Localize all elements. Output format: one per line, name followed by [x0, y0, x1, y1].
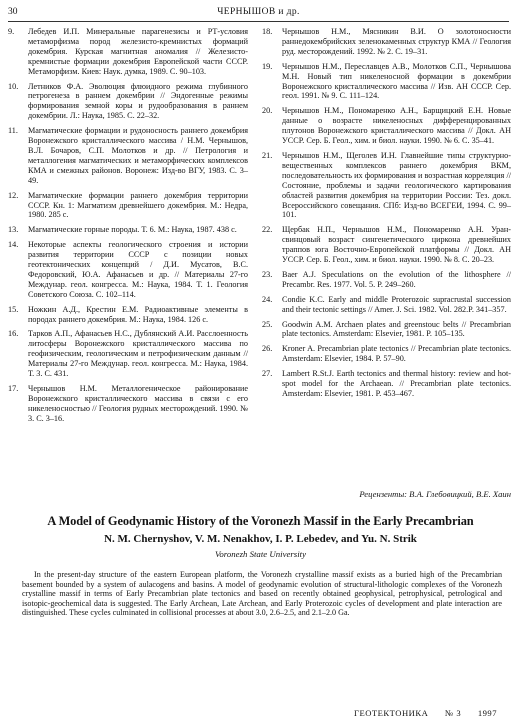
abstract-affiliation: Voronezh State University — [214, 549, 307, 559]
reference-number: 12. — [8, 190, 19, 200]
reference-item — [262, 27, 511, 57]
abstract-text: In the present-day structure of the eastern European platform, the Voronezh crystalline massif exists as a buried high of the Precambrian basement bounded by a system of aulacogens and basins. A model of geodynamic evolution of structural-lithologic complexes of the Voronezh crystalline massif in terms of Early Precambrian plate tectonics and based on recently obtained geophysical, petrophysical, petrological and isotopic-geochemical data is suggested. The Early Archean, Late Archean, and Early Proterozoic cycles of development and plate interaction are distinguished. These cycles culminated in collisional processes at about 3.0, 2.6–2.5, and 2.1–2.0 Ga. — [22, 570, 502, 618]
reference-number: 9. — [8, 27, 15, 36]
reference-text: Lambert R.St.J. Earth tectonics and thermal history: review and hot-spot model for the Archaean. // Precambrian plate tectonics. Amsterdam: Elsevier, 1981. P. 453–467. — [282, 369, 511, 398]
reference-number: 26. — [262, 344, 273, 354]
reference-number: 23. — [262, 269, 273, 279]
reference-text: Тарков А.П., Афанасьев Н.С., Дублянский А.И. Расслоенность литосферы Воронежского кристаллического массива по геофизическим, геологическим и петрофизическим данным // Материалы 27-го Междунар. геол. конгресса. М.: Наука, 1984. Т. 3. С. 431. — [28, 329, 248, 379]
reference-number: 13. — [8, 225, 19, 235]
reference-number: 19. — [262, 61, 273, 71]
references-left-column — [8, 27, 248, 429]
reference-item — [8, 329, 248, 379]
reference-item — [262, 225, 511, 265]
reference-text: Чернышов Н.М., Пономаренко А.Н., Барщицкий Е.Н. Новые данные о возрасте никеленосных дифференцированных плутонов Воронежского кристаллического массива // Докл. АН УССР. Сер. Б. Геол., хим. и биол. науки. 1990. № 6. С. 35–41. — [282, 106, 511, 146]
reference-number: 17. — [8, 384, 19, 393]
footer-journal: ГЕОТЕКТОНИКА — [353, 708, 429, 718]
reference-item — [8, 191, 248, 221]
reference-text: Ножкин А.Д., Крестин Е.М. Радиоактивные элементы в породах раннего докембрия. М.: Наука, 1984. 126 с. — [28, 304, 248, 324]
page-number: 30 — [8, 7, 18, 17]
reference-item — [8, 305, 248, 325]
reference-number: 10. — [8, 81, 19, 91]
reference-item — [8, 225, 248, 235]
reference-text: Чернышов Н.М. Металлогеническое районирование Воронежского кристаллического массива в связи с его никеленосностью // Геология рудных месторождений. 1990. № 3. С. 3–16. — [28, 384, 248, 423]
reference-number: 11. — [8, 126, 18, 136]
footer-year: 1997 — [477, 708, 497, 718]
reference-item — [8, 240, 248, 299]
reference-text: Некоторые аспекты геологического строения и истории развития территории СССР с позиции новых геотектонических концепций / Д.И. Мусатов, В.С. Федоровский, Ю.А. Афанасьев и др. // Материалы 27-го Междунар. геол. конгресса. М.: Наука, 1984. Т. 1. Геология Советского Союза. С. 102–114. — [28, 240, 248, 299]
reference-item — [262, 344, 511, 364]
reference-number: 22. — [262, 225, 273, 235]
reference-item — [262, 106, 511, 146]
reference-text: Чернышов Н.М., Переславцев А.В., Молотков С.П., Чернышова М.Н. Новый тип никеленосной формации в докембрии Воронежского кристаллического массива // Изв. АН СССР. Сер. геол. 1991. № 9. С. 111–124. — [282, 61, 511, 101]
reference-number: 20. — [262, 106, 273, 116]
reference-item — [262, 270, 511, 290]
reference-number: 27. — [262, 369, 273, 379]
reference-number: 25. — [262, 319, 273, 329]
reference-text: Магматические формации раннего докембрия территории СССР. Кн. 1: Магматизм древнейшего докембрия. М.: Недра, 1980. 285 с. — [28, 190, 248, 220]
reference-text: Магматические горные породы. Т. 6. М.: Наука, 1987. 438 с. — [28, 225, 237, 235]
running-title: ЧЕРНЫШОВ и др. — [217, 7, 300, 17]
reference-text: Goodwin A.M. Archaen plates and greenstouc belts // Precambrian plate tectonics. Amsterdam: Elsevier, 1981. P. 105–135. — [282, 319, 511, 339]
references-right-column — [262, 27, 511, 404]
reference-item — [262, 295, 511, 315]
abstract-title: A Model of Geodynamic History of the Voronezh Massif in the Early Precambrian — [47, 514, 474, 528]
reference-item — [262, 320, 511, 340]
reference-item — [262, 62, 511, 102]
reference-number: 24. — [262, 294, 273, 304]
page-header — [8, 7, 509, 21]
header-rule — [8, 21, 509, 22]
reference-item — [262, 151, 511, 220]
reference-text: Летников Ф.А. Эволюция флюидного режима глубинного петрогенеза в раннем докембрии // Эндогенные режимы формирования земной коры и рудообразования в раннем докембрии. Л.: Наука, 1985. С. 22–32. — [28, 81, 248, 121]
reference-number: 21. — [262, 150, 273, 160]
reference-item — [8, 384, 248, 424]
reference-text: Чернышов Н.М., Мясникин В.И. О золотоносности раннедокембрийских зеленокаменных структур КМА // Геология руд. месторождений. 1992. № 2. С. 19–31. — [282, 27, 511, 56]
reference-item — [8, 126, 248, 185]
reference-text: Condie K.C. Early and middle Proterozoic supracrustal succession and their tectonic settings // Amer. J. Sci. 1982. Vol. 282.P. 341–357. — [282, 294, 511, 314]
footer-issue: № 3 — [445, 708, 462, 718]
reference-number: 14. — [8, 240, 19, 250]
reference-text: Kroner A. Precambrian plate tectonics // Precambrian plate tectonics. Amsterdam: Elsevier, 1984. P. 57–90. — [282, 344, 511, 364]
reference-item — [262, 369, 511, 399]
reference-text: Лебедев И.П. Минеральные парагенезисы и РТ-условия метаморфизма пород железисто-кремнистых формаций докембрия. Курская магнитная аномалия // Железисто-кремнистые формации докембрия Европейской части СССР. Метаморфизм. Киев: Наук. думка, 1989. С. 90–103. — [28, 27, 248, 76]
reviewers-line: Рецензенты: В.А. Глебовицкий, В.Е. Хаин — [359, 489, 511, 499]
reference-text: Щербак Н.П., Чернышов Н.М., Пономаренко А.Н. Уран-свинцовый возраст сингенетического циркона древнейших траппов юга Восточно-Европейской платформы // Докл. АН УССР. Сер. Б. Геол., хим. и биол. науки. 1990. № 8. С. 20–23. — [282, 225, 511, 265]
reference-number: 15. — [8, 304, 19, 314]
reference-text: Магматические формации и рудоносность раннего докембрия Воронежского кристаллического массива / Н.М. Чернышов, В.Л. Бочаров, С.П. Молотков и др. // Петрология и металлогения магматических и метаморфических комплексов КМА и смежных районов. Воронеж: Изд-во ВГУ, 1983. С. 3–49. — [28, 126, 248, 185]
reference-number: 18. — [262, 27, 273, 36]
reference-text: Baer A.J. Speculations on the evolution of the lithosphere // Precambr. Res. 1977. Vol. 5. P. 249–260. — [282, 269, 511, 289]
reference-text: Чернышов Н.М., Щеголев И.Н. Главнейшие типы структурно-вещественных комплексов раннего докембрия ВКМ, последовательность их формирования и возрастная корреляция // Состояние, проблемы и задачи геологического картирования областей развития докембрия на территории России: Тез. докл. Всероссийского совещания. СПб: Изд-во ВСЕГЕИ, 1994. С. 99–101. — [282, 150, 511, 220]
reference-item — [8, 82, 248, 122]
page-footer — [354, 708, 497, 718]
reference-item — [8, 27, 248, 77]
reference-number: 16. — [8, 329, 19, 339]
abstract-authors: N. M. Chernyshov, V. M. Nenakhov, I. P. Lebedev, and Yu. N. Strik — [104, 533, 417, 545]
